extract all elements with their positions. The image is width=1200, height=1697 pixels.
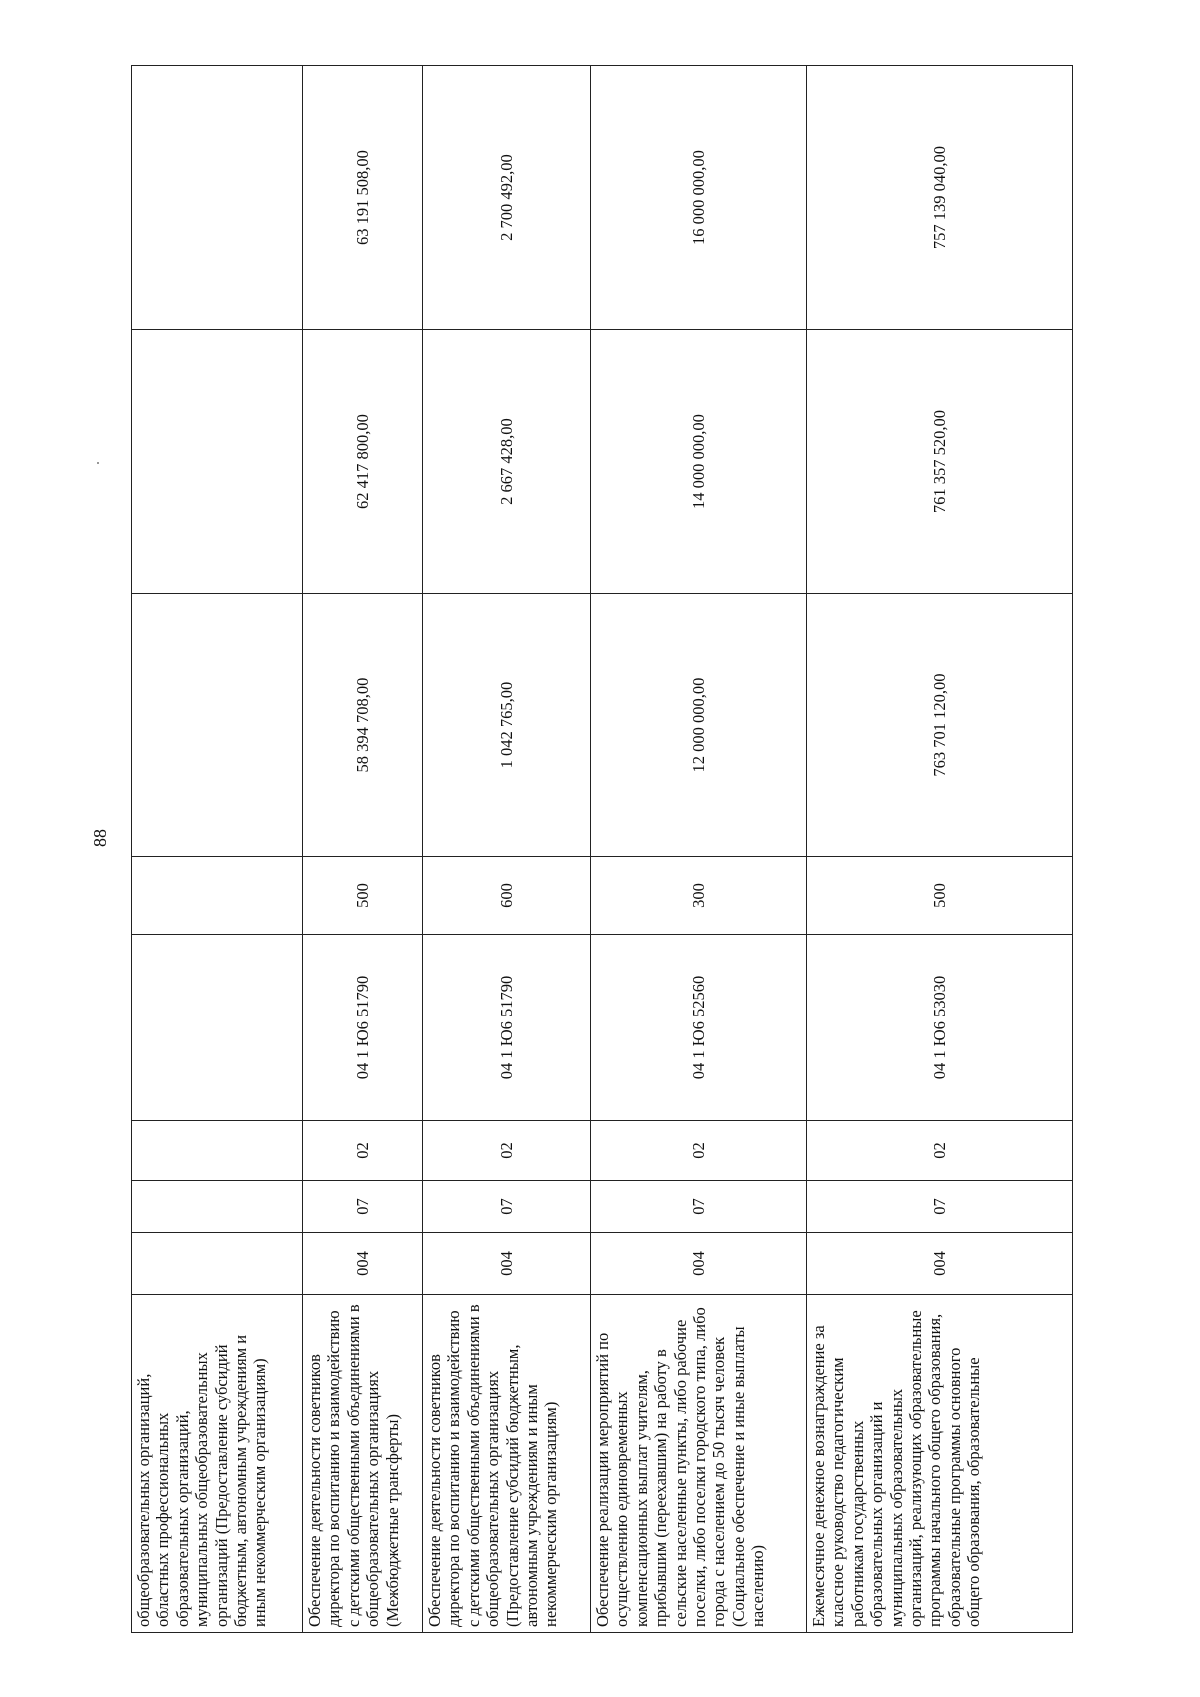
section-code: 07 [303, 1181, 423, 1233]
page-number: 88 [90, 829, 110, 847]
amount-year-1: 763 701 120,00 [807, 594, 1073, 857]
amount-year-3: 757 139 040,00 [807, 66, 1073, 330]
budget-table [131, 65, 1073, 1633]
expense-type: 600 [423, 857, 591, 935]
row-description: Обеспечение реализации мероприятий по осуществлению единовременных компенсационных выплат учителям, прибывшим (переехавшим) на работу в сельские населенные пункты, либо рабочие поселки, либо поселки городского типа, либо города с населением до 50 тысяч человек (Социальное обеспечение и иные выплаты населению) [591, 1295, 807, 1633]
target-article: 04 1 Ю6 53030 [807, 935, 1073, 1121]
amount-year-1: 12 000 000,00 [591, 594, 807, 857]
amount-year-2: 14 000 000,00 [591, 330, 807, 594]
admin-code: 004 [423, 1233, 591, 1295]
row-description: Ежемесячное денежное вознаграждение за классное руководство педагогическим работникам государственных образовательных организаций и муниципальных образовательных организаций, реализующих образовательные программы начального общего образования, образовательные программы основного общего образования, образовательные [807, 1295, 1073, 1633]
target-article [132, 935, 303, 1121]
expense-type: 500 [303, 857, 423, 935]
expense-type: 300 [591, 857, 807, 935]
admin-code [132, 1233, 303, 1295]
subsection-code: 02 [807, 1121, 1073, 1181]
target-article: 04 1 Ю6 51790 [423, 935, 591, 1121]
amount-year-2: 62 417 800,00 [303, 330, 423, 594]
table-row [303, 66, 423, 1633]
amount-year-3: 16 000 000,00 [591, 66, 807, 330]
amount-year-1 [132, 594, 303, 857]
subsection-code: 02 [591, 1121, 807, 1181]
section-code: 07 [423, 1181, 591, 1233]
amount-year-2 [132, 330, 303, 594]
amount-year-1: 1 042 765,00 [423, 594, 591, 857]
section-code: 07 [807, 1181, 1073, 1233]
row-description: Обеспечение деятельности советников директора по воспитанию и взаимодействию с детскими общественными объединениями в общеобразовательных организациях (Предоставление субсидий бюджетным, автономным учреждениям и иным некоммерческим организациям) [423, 1295, 591, 1633]
row-description: Обеспечение деятельности советников директора по воспитанию и взаимодействию с детскими общественными объединениями в общеобразовательных организациях (Межбюджетные трансферты) [303, 1295, 423, 1633]
table-row [423, 66, 591, 1633]
section-code [132, 1181, 303, 1233]
amount-year-3: 2 700 492,00 [423, 66, 591, 330]
admin-code: 004 [591, 1233, 807, 1295]
amount-year-2: 2 667 428,00 [423, 330, 591, 594]
section-code: 07 [591, 1181, 807, 1233]
amount-year-2: 761 357 520,00 [807, 330, 1073, 594]
subsection-code: 02 [423, 1121, 591, 1181]
admin-code: 004 [807, 1233, 1073, 1295]
subsection-code [132, 1121, 303, 1181]
table-row [591, 66, 807, 1633]
subsection-code: 02 [303, 1121, 423, 1181]
table-row [807, 66, 1073, 1633]
target-article: 04 1 Ю6 52560 [591, 935, 807, 1121]
admin-code: 004 [303, 1233, 423, 1295]
scan-speck [97, 462, 99, 464]
amount-year-1: 58 394 708,00 [303, 594, 423, 857]
amount-year-3: 63 191 508,00 [303, 66, 423, 330]
amount-year-3 [132, 66, 303, 330]
target-article: 04 1 Ю6 51790 [303, 935, 423, 1121]
rotated-table-frame [131, 66, 1047, 1633]
expense-type: 500 [807, 857, 1073, 935]
row-description: общеобразовательных организаций, областных профессиональных образовательных организаций, муниципальных общеобразовательных организаций (Предоставление субсидий бюджетным, автономным учреждениям и иным некоммерческим организациям) [132, 1295, 303, 1633]
table-row [132, 66, 303, 1633]
expense-type [132, 857, 303, 935]
